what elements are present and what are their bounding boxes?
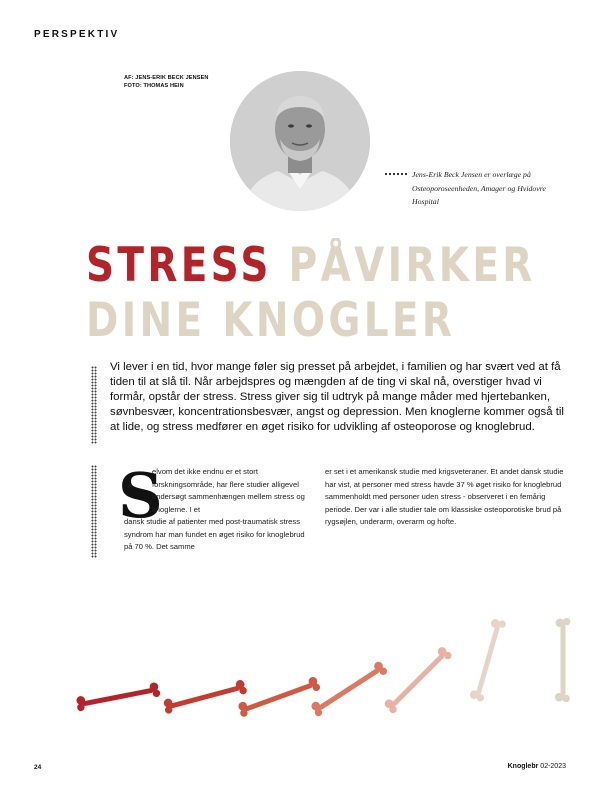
body-column-2: er set i et amerikansk studie med krigsveteraner. Et andet dansk studie har vist, at personer med stress havde 37 % øget risiko for knoglebrud sammenholdt med personer uden stress - observeret i en femårig periode. Der var i alle studier tale om klassiske osteoporotiske brud på rygsøjlen, underarm, overarm og hofte. <box>325 467 564 527</box>
body-column-1-rest: dansk studie af patienter med post-traumatisk stress syndrom har man fundet en øget risiko for knoglebrud på 70 %. Det samme <box>124 517 305 552</box>
author-credit: AF: JENS-ERIK BECK JENSEN <box>124 75 209 81</box>
photo-caption: Jens-Erik Beck Jensen er overlæge på Osteoporoseenheden, Amager og Hvidovre Hospital <box>412 170 546 206</box>
bone-5 <box>382 644 453 715</box>
author-portrait <box>230 71 370 211</box>
bone-1 <box>75 681 161 712</box>
credits <box>124 75 209 90</box>
section-label: PERSPEKTIV <box>34 29 120 40</box>
headline-red-word: STRESS <box>86 238 272 293</box>
intro-paragraph: Vi lever i en tid, hvor mange føler sig presset på arbejdet, i familien og har svært ved at få tiden til at slå til. Når arbejdspres og mængden af de ting vi skal nå, overstiger hvad vi formår, opstår der stress. Stress giver sig til udtryk på mange måder med hjertebanken, søvnbesvær, koncentrationsbesvær, angst og depression. Men knoglerne kommer også til at lide, og stress medfører en øget risiko for udvikling af osteoporose og knoglebrud. <box>110 361 564 433</box>
body-dot-rule <box>91 465 97 558</box>
bone-6 <box>469 617 507 702</box>
portrait-image <box>230 71 370 211</box>
body-column-1-top: elvom det ikke endnu er et stort forskningsområde, har flere studier alligevel undersøgt sammenhængen mellem stress og knoglerne. I et <box>152 467 305 514</box>
footer-publication <box>508 763 566 770</box>
bone-2 <box>162 678 247 715</box>
bone-3 <box>237 675 322 718</box>
bone-7 <box>555 618 571 702</box>
bones-illustration <box>0 570 600 750</box>
page-number: 24 <box>34 764 42 771</box>
issue-number: 02-2023 <box>540 763 566 770</box>
intro-dot-rule <box>91 366 97 444</box>
headline-line-2: DINE KNOGLER <box>86 293 456 348</box>
headline <box>86 238 536 348</box>
headline-line-1 <box>86 238 536 293</box>
bone-4 <box>309 659 388 718</box>
magazine-name: Knoglebr <box>507 763 539 770</box>
caption-leader-dots <box>385 173 407 175</box>
drop-cap: S <box>118 459 163 532</box>
photo-credit: FOTO: THOMAS HEIN <box>124 82 184 89</box>
headline-beige-word: PÅVIRKER <box>271 238 536 293</box>
